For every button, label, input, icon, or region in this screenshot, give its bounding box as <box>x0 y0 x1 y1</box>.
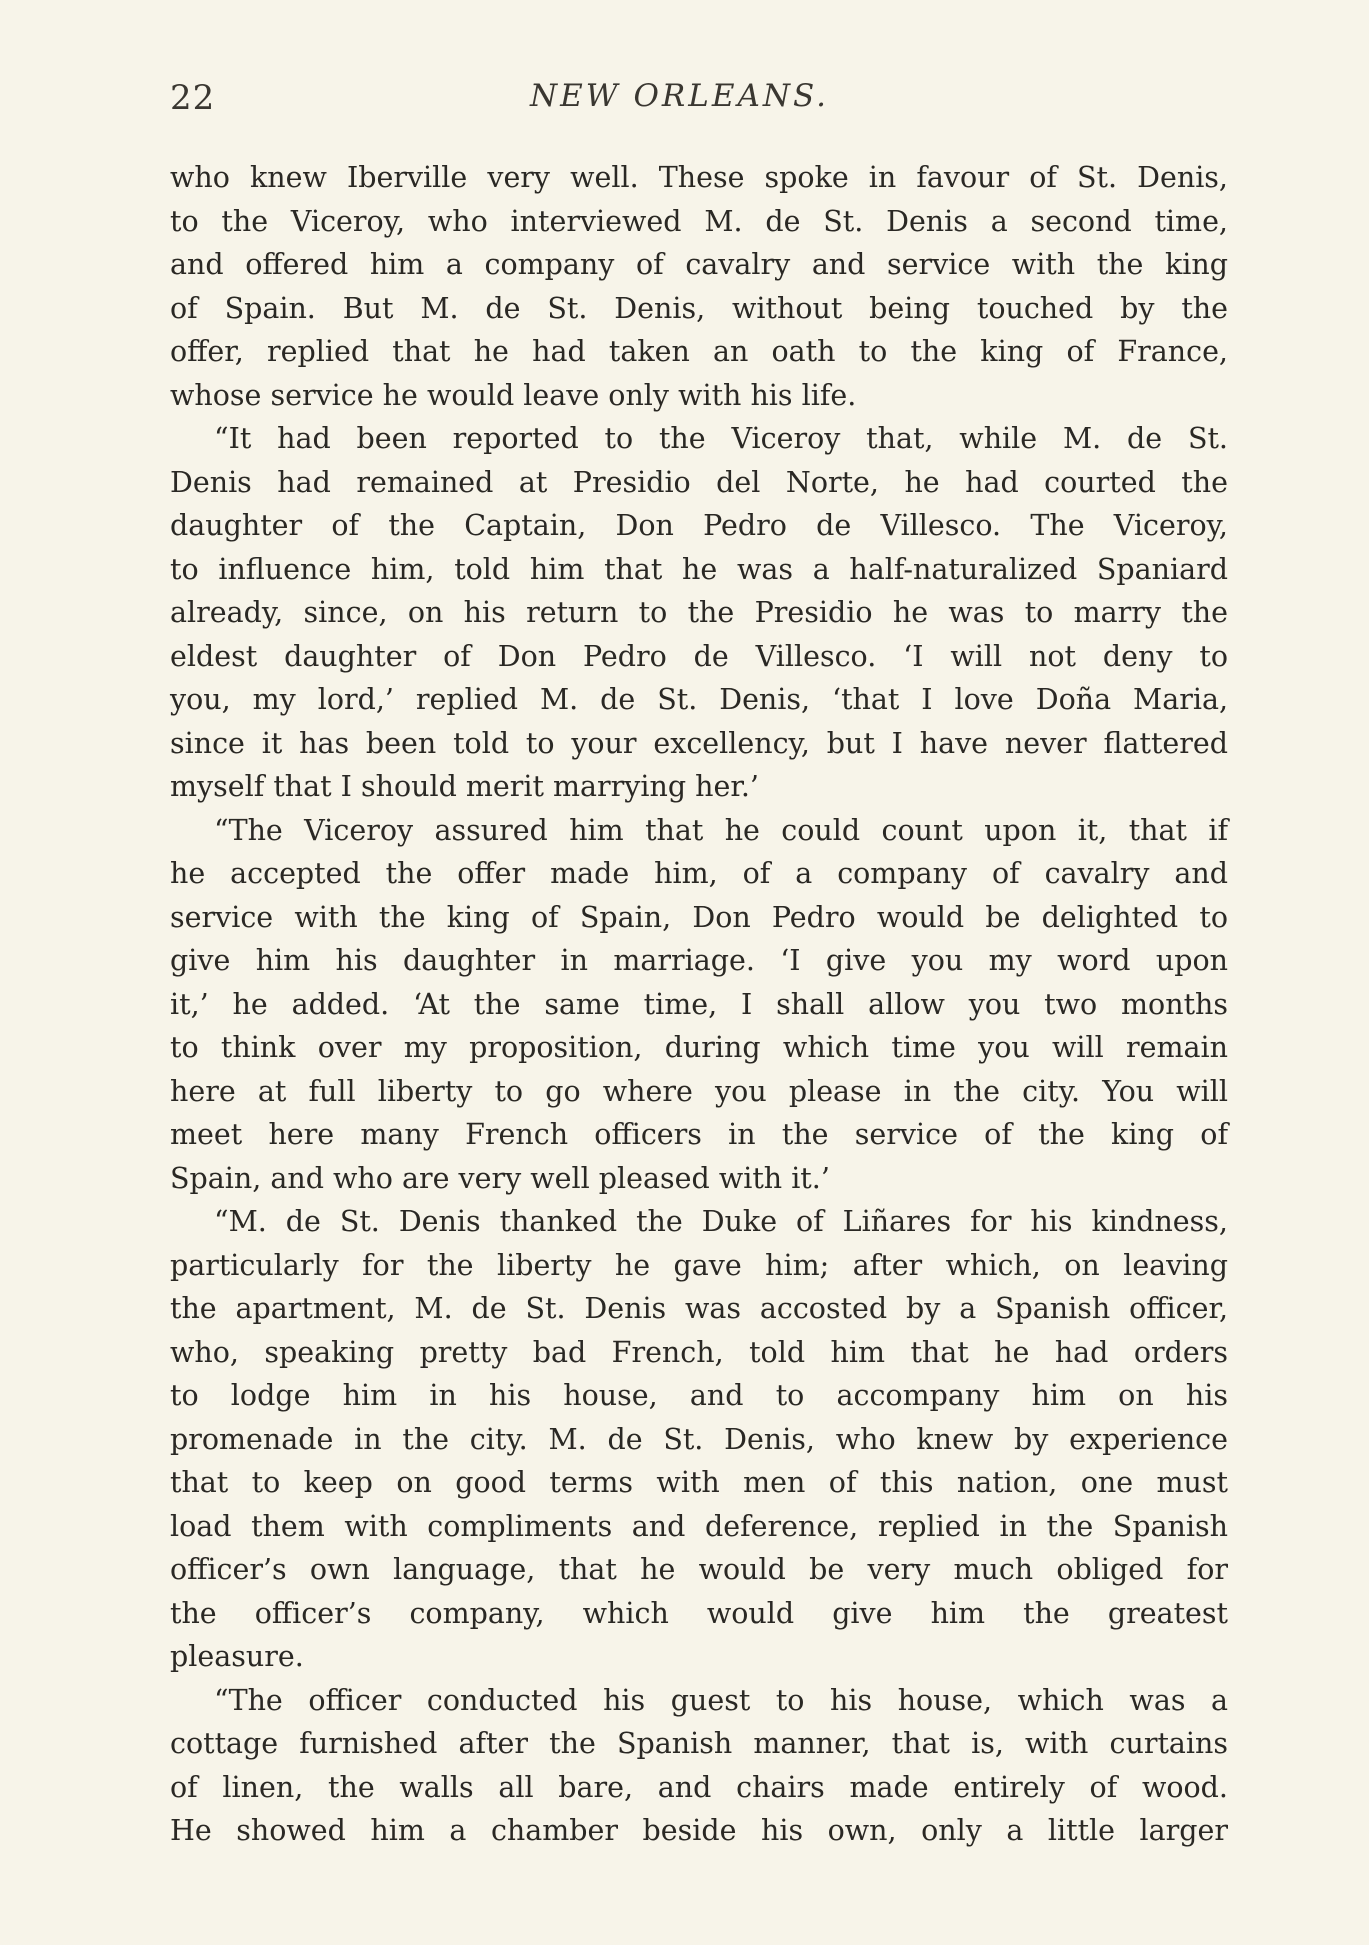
text-line: whose service he would leave only with his life. <box>170 378 857 412</box>
text-line: you, my lord,’ replied M. de St. Denis, ‘that I love Doña Maria, <box>170 683 1228 716</box>
page-number: 22 <box>170 78 216 118</box>
text-line: of linen, the walls all bare, and chairs made entirely of wood. <box>170 1770 1228 1804</box>
text-line: promenade in the city. M. de St. Denis, who knew by experience <box>170 1422 1228 1456</box>
text-line: service with the king of Spain, Don Pedro would be delighted to <box>170 900 1228 934</box>
text-line: already, since, on his return to the Presidio he was to marry the <box>170 596 1228 629</box>
text-line: Spain, and who are very well pleased with it.’ <box>170 1161 830 1195</box>
text-line: “The Viceroy assured him that he could count upon it, that if <box>214 813 1228 847</box>
text-line: since it has been told to your excellency, but I have never flattered <box>170 726 1228 760</box>
text-line: he accepted the offer made him, of a company of cavalry and <box>170 857 1228 890</box>
text-line: pleasure. <box>170 1640 304 1673</box>
running-head <box>170 78 1228 122</box>
text-line: eldest daughter of Don Pedro de Villesco. ‘I will not deny to <box>170 639 1228 673</box>
text-line: “M. de St. Denis thanked the Duke of Liñares for his kindness, <box>214 1205 1228 1238</box>
text-line: that to keep on good terms with men of this nation, one must <box>170 1466 1228 1499</box>
text-line: particularly for the liberty he gave him; after which, on leaving <box>170 1248 1228 1282</box>
text-line: here at full liberty to go where you please in the city. You will <box>170 1074 1228 1108</box>
text-line: the officer’s company, which would give him the greatest <box>170 1596 1228 1630</box>
running-title: NEW ORLEANS. <box>530 78 829 114</box>
text-line: the apartment, M. de St. Denis was accosted by a Spanish officer, <box>170 1292 1228 1325</box>
text-line: cottage furnished after the Spanish manner, that is, with curtains <box>170 1727 1228 1760</box>
text-line: offer, replied that he had taken an oath to the king of France, <box>170 335 1228 368</box>
text-line: daughter of the Captain, Don Pedro de Villesco. The Viceroy, <box>170 509 1228 542</box>
text-line: it,’ he added. ‘At the same time, I shall allow you two months <box>170 987 1228 1021</box>
text-line: to the Viceroy, who interviewed M. de St. Denis a second time, <box>170 204 1228 238</box>
text-line: who knew Iberville very well. These spoke in favour of St. Denis, <box>170 161 1228 194</box>
text-line: Denis had remained at Presidio del Norte, he had courted the <box>170 465 1228 499</box>
text-line: give him his daughter in marriage. ‘I give you my word upon <box>170 944 1228 977</box>
text-line: who, speaking pretty bad French, told him that he had orders <box>170 1335 1228 1369</box>
text-line: “It had been reported to the Viceroy that, while M. de St. <box>214 422 1228 455</box>
text-line: “The officer conducted his guest to his house, which was a <box>214 1683 1228 1717</box>
text-line: and offered him a company of cavalry and service with the king <box>170 248 1228 281</box>
text-line: of Spain. But M. de St. Denis, without being touched by the <box>170 291 1228 325</box>
text-line: to think over my proposition, during which time you will remain <box>170 1031 1228 1064</box>
text-line: officer’s own language, that he would be very much obliged for <box>170 1553 1228 1586</box>
body-text <box>170 156 1228 1853</box>
text-line: He showed him a chamber beside his own, only a little larger <box>170 1814 1228 1847</box>
text-line: myself that I should merit marrying her.’ <box>170 770 759 803</box>
text-line: meet here many French officers in the service of the king of <box>170 1118 1228 1151</box>
text-line: to influence him, told him that he was a half-naturalized Spaniard <box>170 552 1228 586</box>
text-line: load them with compliments and deference, replied in the Spanish <box>170 1509 1228 1543</box>
text-line: to lodge him in his house, and to accompany him on his <box>170 1379 1228 1412</box>
